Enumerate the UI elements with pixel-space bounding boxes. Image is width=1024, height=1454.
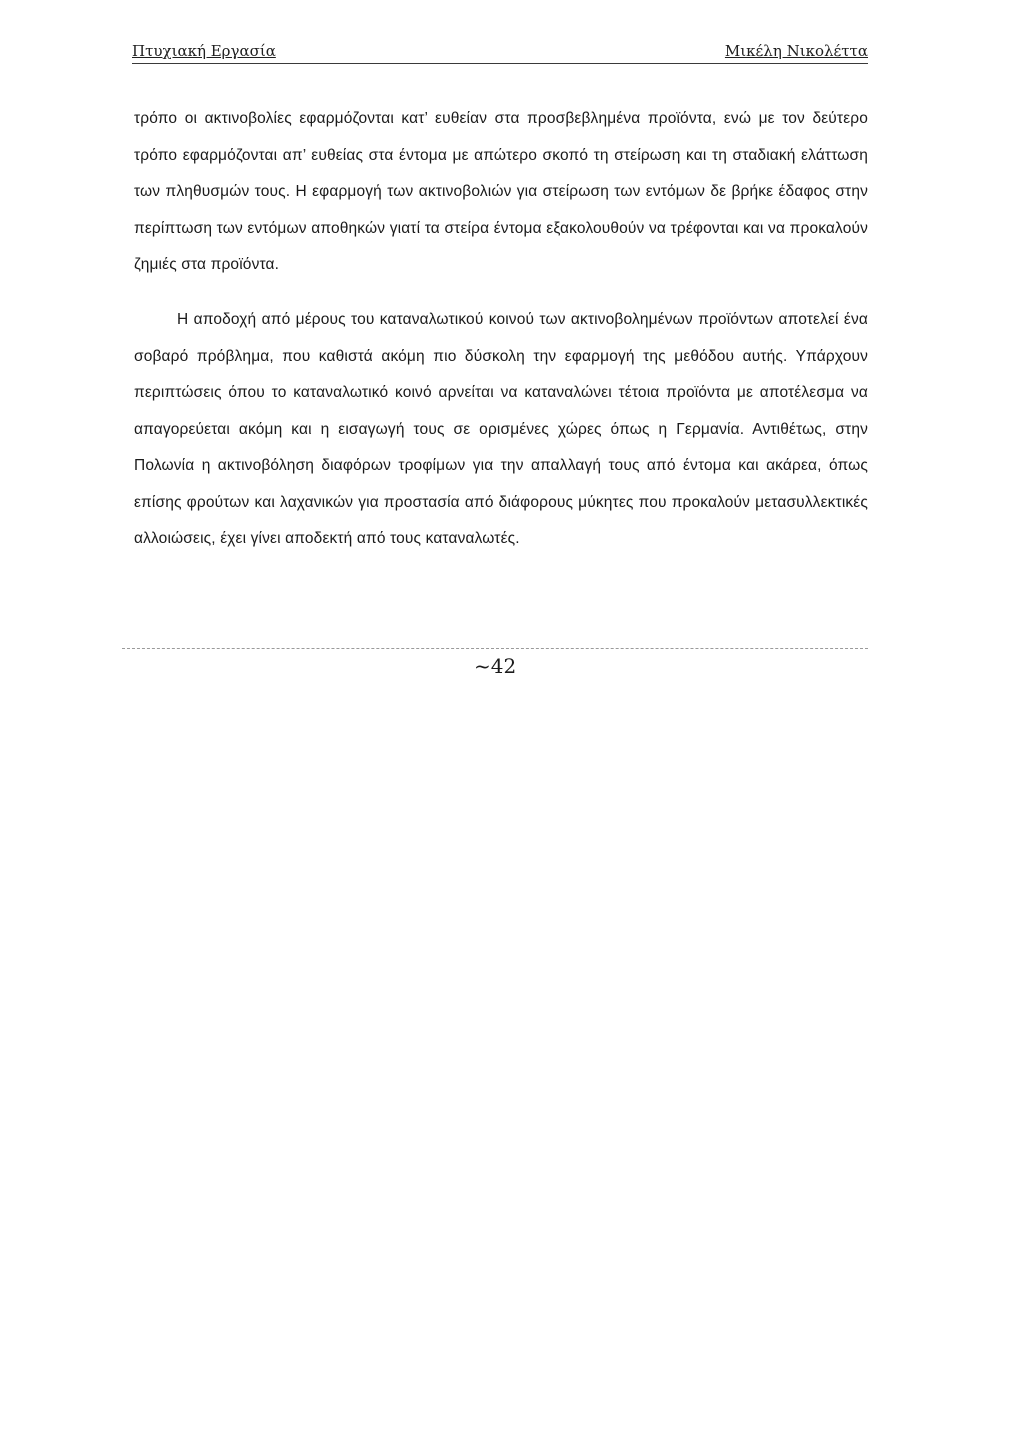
body-paragraph: τρόπο οι ακτινοβολίες εφαρμόζονται κατ’ ευθείαν στα προσβεβλημένα προϊόντα, ενώ με τον δεύτερο τρόπο εφαρμόζονται απ’ ευθείας στα έντομα με απώτερο σκοπό τη στείρωση και τη σταδιακή ελάττωση των πληθυσμών τους. Η εφαρμογή των ακτινοβολιών για στείρωση των εντόμων δε βρήκε έδαφος στην περίπτωση των εντόμων αποθηκών γιατί τα στείρα έντομα εξακολουθούν να τρέφονται και να προκαλούν ζημιές στα προϊόντα.	[134, 110, 868, 273]
page-number: ~42	[474, 654, 517, 678]
footer-divider	[122, 648, 868, 649]
header-thesis-label: Πτυχιακή Εργασία	[132, 42, 276, 60]
header-author-name: Μικέλη Νικολέττα	[724, 42, 868, 60]
page-header	[132, 38, 868, 64]
body-paragraph: Η αποδοχή από μέρους του καταναλωτικού κοινού των ακτινοβολημένων προϊόντων αποτελεί ένα σοβαρό πρόβλημα, που καθιστά ακόμη πιο δύσκολη την εφαρμογή της μεθόδου αυτής. Υπάρχουν περιπτώσεις όπου το καταναλωτικό κοινό αρνείται να καταναλώνει τέτοια προϊόντα με αποτέλεσμα να απαγορεύεται ακόμη και η εισαγωγή τους σε ορισμένες χώρες όπως η Γερμανία. Αντιθέτως, στην Πολωνία η ακτινοβόληση διαφόρων τροφίμων για την απαλλαγή τους από έντομα και ακάρεα, όπως επίσης φρούτων και λαχανικών για προστασία από διάφορους μύκητες που προκαλούν μετασυλλεκτικές αλλοιώσεις, έχει γίνει αποδεκτή από τους καταναλωτές.	[134, 311, 868, 547]
header-divider	[132, 63, 868, 64]
